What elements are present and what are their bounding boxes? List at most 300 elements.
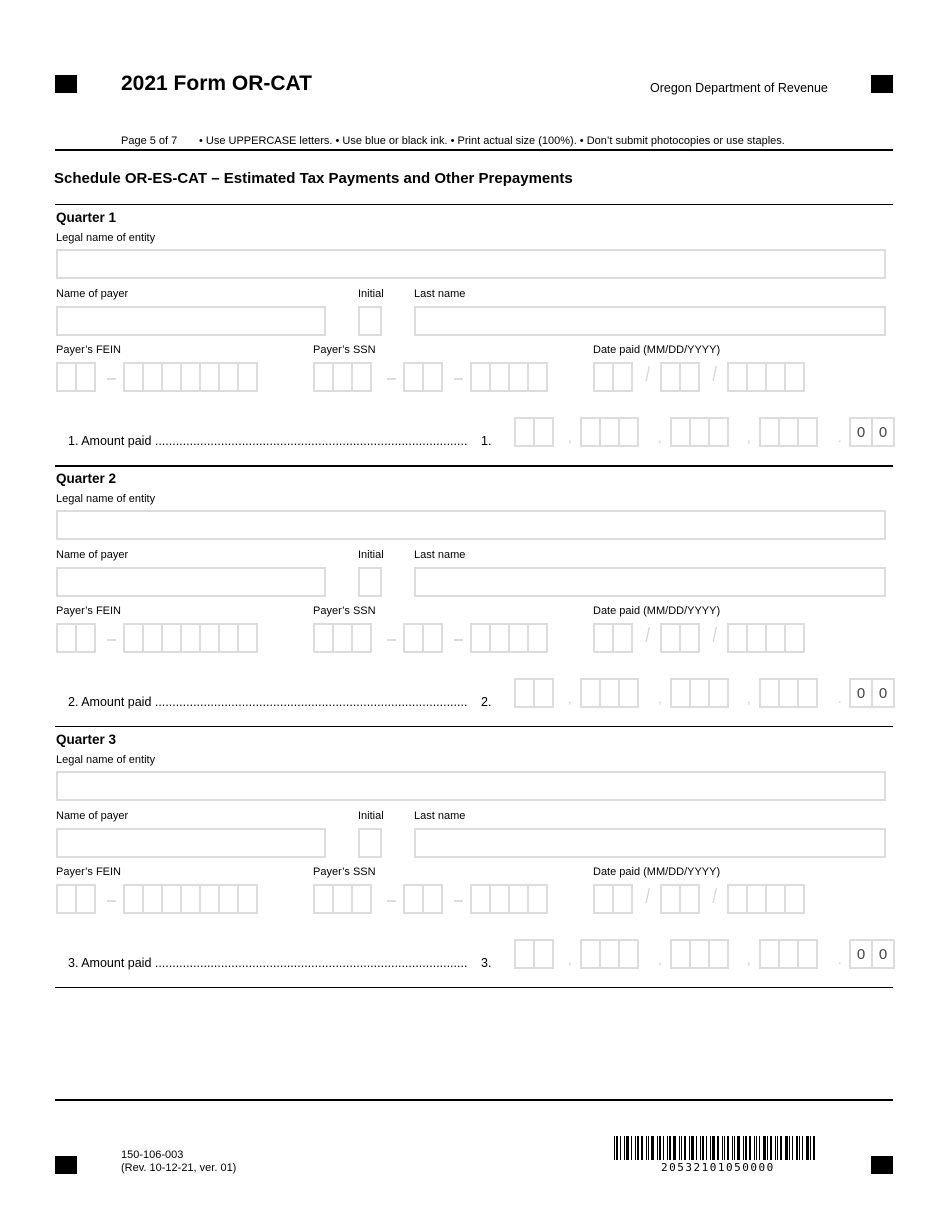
digit-cell[interactable]: [123, 362, 144, 392]
digit-cell[interactable]: [142, 362, 163, 392]
barcode-bar: [651, 1136, 654, 1160]
digit-cell[interactable]: [142, 884, 163, 914]
digit-cell[interactable]: [797, 939, 818, 969]
barcode-bar: [743, 1136, 744, 1160]
barcode-bar: [700, 1136, 701, 1160]
digit-cell[interactable]: [56, 884, 77, 914]
digit-cell[interactable]: [778, 417, 799, 447]
barcode-bar: [789, 1136, 790, 1160]
ssn-group-cells[interactable]: [403, 362, 441, 392]
payer-name-label: Name of payer: [56, 810, 129, 822]
digit-cell[interactable]: [759, 417, 780, 447]
fein-label: Payer’s FEIN: [56, 866, 122, 878]
digit-cell[interactable]: [746, 884, 767, 914]
quarter-divider: [55, 726, 893, 727]
cents-digit: 0: [871, 678, 895, 708]
digit-cell[interactable]: [161, 362, 182, 392]
form-title: 2021 Form OR-CAT: [121, 72, 312, 95]
digit-cell[interactable]: [660, 362, 681, 392]
last-name-label: Last name: [414, 549, 466, 561]
digit-cell[interactable]: [332, 884, 353, 914]
quarter-divider: [55, 987, 893, 988]
digit-cell[interactable]: [759, 678, 780, 708]
barcode-bar: [641, 1136, 643, 1160]
legal-name-label: Legal name of entity: [56, 493, 156, 505]
digit-cell[interactable]: [180, 623, 201, 653]
ssn-serial-cells[interactable]: [470, 884, 546, 914]
legal-name-input[interactable]: [56, 510, 886, 540]
cents-cells: [849, 939, 893, 969]
digit-cell[interactable]: [403, 884, 424, 914]
digit-cell[interactable]: [422, 884, 443, 914]
digit-cell[interactable]: [75, 362, 96, 392]
legal-name-label: Legal name of entity: [56, 232, 156, 244]
digit-cell[interactable]: [199, 884, 220, 914]
digit-cell[interactable]: [660, 623, 681, 653]
line-number: 2.: [481, 695, 492, 709]
barcode-bar: [780, 1136, 782, 1160]
digit-cell[interactable]: [618, 678, 639, 708]
barcode-bar: [756, 1136, 757, 1160]
digit-cell[interactable]: [689, 939, 710, 969]
ssn-area-cells[interactable]: [313, 623, 370, 653]
date-year-cells[interactable]: [727, 884, 803, 914]
digit-cell[interactable]: [797, 417, 818, 447]
thousands-separator: ,: [658, 691, 662, 706]
digit-cell[interactable]: [660, 884, 681, 914]
barcode-bar: [673, 1136, 676, 1160]
amount-cells[interactable]: [514, 939, 552, 969]
digit-cell[interactable]: [313, 362, 334, 392]
digit-cell[interactable]: [527, 362, 548, 392]
amount-paid-label: 3. Amount paid ..........................................................................................: [68, 956, 468, 970]
date-slash: /: [712, 364, 718, 386]
digit-cell[interactable]: [797, 678, 818, 708]
fein-label: Payer’s FEIN: [56, 344, 122, 356]
barcode-bar: [620, 1136, 621, 1160]
registration-mark-top-right: [871, 75, 893, 93]
digit-cell[interactable]: [612, 884, 633, 914]
digit-cell[interactable]: [237, 623, 258, 653]
barcode-bar: [648, 1136, 649, 1160]
fein-prefix-cells[interactable]: [56, 884, 94, 914]
digit-cell[interactable]: [313, 623, 334, 653]
barcode-bar: [631, 1136, 632, 1160]
fein-suffix-cells[interactable]: [123, 362, 256, 392]
barcode-bar: [710, 1136, 711, 1160]
barcode-bar: [777, 1136, 778, 1160]
initial-label: Initial: [358, 549, 384, 561]
digit-cell[interactable]: [612, 623, 633, 653]
registration-mark-top-left: [55, 75, 77, 93]
amount-cells[interactable]: [670, 417, 727, 447]
digit-cell[interactable]: [593, 884, 614, 914]
barcode-bar: [770, 1136, 772, 1160]
digit-cell[interactable]: [670, 678, 691, 708]
barcode-bar: [775, 1136, 776, 1160]
barcode-bar: [679, 1136, 680, 1160]
digit-cell[interactable]: [351, 623, 372, 653]
barcode-bar: [657, 1136, 658, 1160]
digit-cell[interactable]: [533, 939, 554, 969]
cents-digit: 0: [849, 939, 873, 969]
payer-initial-input[interactable]: [358, 567, 382, 597]
digit-cell[interactable]: [514, 678, 535, 708]
payer-first-name-input[interactable]: [56, 828, 326, 858]
digit-cell[interactable]: [199, 362, 220, 392]
amount-cells[interactable]: [580, 939, 637, 969]
barcode-bar: [792, 1136, 793, 1160]
barcode-bar: [813, 1136, 815, 1160]
digit-cell[interactable]: [727, 884, 748, 914]
barcode-bar: [712, 1136, 715, 1160]
digit-cell[interactable]: [123, 623, 144, 653]
barcode-bar: [734, 1136, 735, 1160]
barcode-bar: [745, 1136, 747, 1160]
barcode: [614, 1136, 818, 1160]
digit-cell[interactable]: [56, 362, 77, 392]
schedule-divider: [55, 204, 893, 205]
amount-cells[interactable]: [580, 678, 637, 708]
cents-cells: [849, 678, 893, 708]
digit-cell[interactable]: [727, 623, 748, 653]
barcode-bar: [626, 1136, 629, 1160]
line-number: 3.: [481, 956, 492, 970]
payer-first-name-input[interactable]: [56, 567, 326, 597]
digit-cell[interactable]: [784, 623, 805, 653]
digit-cell[interactable]: [351, 884, 372, 914]
digit-cell[interactable]: [180, 362, 201, 392]
digit-cell[interactable]: [332, 362, 353, 392]
ssn-dash: [454, 378, 463, 380]
barcode-bar: [799, 1136, 800, 1160]
date-slash: /: [645, 886, 651, 908]
form-revision: (Rev. 10-12-21, ver. 01): [121, 1162, 237, 1174]
initial-label: Initial: [358, 288, 384, 300]
date-month-cells[interactable]: [593, 362, 631, 392]
thousands-separator: ,: [747, 430, 751, 445]
legal-name-label: Legal name of entity: [56, 754, 156, 766]
digit-cell[interactable]: [514, 939, 535, 969]
digit-cell[interactable]: [470, 362, 491, 392]
digit-cell[interactable]: [746, 362, 767, 392]
header-divider: [55, 149, 893, 151]
digit-cell[interactable]: [784, 884, 805, 914]
digit-cell[interactable]: [403, 623, 424, 653]
barcode-bar: [722, 1136, 723, 1160]
ssn-dash: [387, 378, 396, 380]
barcode-bar: [724, 1136, 725, 1160]
digit-cell[interactable]: [422, 362, 443, 392]
barcode-bar: [681, 1136, 682, 1160]
digit-cell[interactable]: [679, 623, 700, 653]
digit-cell[interactable]: [784, 362, 805, 392]
date-slash: /: [712, 886, 718, 908]
barcode-bar: [663, 1136, 664, 1160]
digit-cell[interactable]: [180, 884, 201, 914]
barcode-bar: [684, 1136, 686, 1160]
barcode-bar: [717, 1136, 719, 1160]
digit-cell[interactable]: [765, 623, 786, 653]
payer-initial-input[interactable]: [358, 306, 382, 336]
thousands-separator: ,: [658, 430, 662, 445]
line-number: 1.: [481, 434, 492, 448]
date-day-cells[interactable]: [660, 362, 698, 392]
barcode-bar: [689, 1136, 690, 1160]
thousands-separator: ,: [747, 691, 751, 706]
digit-cell[interactable]: [679, 362, 700, 392]
cents-digit: 0: [871, 417, 895, 447]
amount-cells[interactable]: [670, 939, 727, 969]
barcode-bar: [691, 1136, 694, 1160]
schedule-title: Schedule OR-ES-CAT – Estimated Tax Payments and Other Prepayments: [54, 170, 573, 187]
cents-digit: 0: [849, 678, 873, 708]
digit-cell[interactable]: [489, 623, 510, 653]
initial-label: Initial: [358, 810, 384, 822]
barcode-bar: [802, 1136, 803, 1160]
digit-cell[interactable]: [332, 623, 353, 653]
amount-cells[interactable]: [580, 417, 637, 447]
date-month-cells[interactable]: [593, 884, 631, 914]
date-slash: /: [645, 364, 651, 386]
ssn-dash: [454, 900, 463, 902]
payer-last-name-input[interactable]: [414, 306, 886, 336]
digit-cell[interactable]: [689, 678, 710, 708]
digit-cell[interactable]: [351, 362, 372, 392]
barcode-bar: [727, 1136, 729, 1160]
digit-cell[interactable]: [123, 884, 144, 914]
digit-cell[interactable]: [161, 623, 182, 653]
digit-cell[interactable]: [599, 678, 620, 708]
last-name-label: Last name: [414, 288, 466, 300]
barcode-bar: [659, 1136, 661, 1160]
barcode-bar: [667, 1136, 668, 1160]
barcode-bar: [767, 1136, 768, 1160]
quarter-title: Quarter 1: [56, 210, 117, 225]
amount-paid-label: 1. Amount paid ..........................................................................................: [68, 434, 468, 448]
thousands-separator: ,: [658, 952, 662, 967]
barcode-bar: [706, 1136, 707, 1160]
digit-cell[interactable]: [218, 362, 239, 392]
barcode-bar: [759, 1136, 760, 1160]
ssn-area-cells[interactable]: [313, 362, 370, 392]
last-name-label: Last name: [414, 810, 466, 822]
digit-cell[interactable]: [470, 623, 491, 653]
ssn-serial-cells[interactable]: [470, 362, 546, 392]
ssn-dash: [387, 639, 396, 641]
registration-mark-bottom-left: [55, 1156, 77, 1174]
amount-cells[interactable]: [670, 678, 727, 708]
ssn-dash: [454, 639, 463, 641]
fein-dash: [107, 639, 116, 641]
barcode-bar: [754, 1136, 755, 1160]
date-year-cells[interactable]: [727, 623, 803, 653]
fein-prefix-cells[interactable]: [56, 362, 94, 392]
barcode-bar: [637, 1136, 639, 1160]
payer-name-label: Name of payer: [56, 549, 129, 561]
date-slash: /: [712, 625, 718, 647]
barcode-bar: [732, 1136, 733, 1160]
digit-cell[interactable]: [708, 678, 729, 708]
digit-cell[interactable]: [508, 362, 529, 392]
amount-paid-label: 2. Amount paid ..........................................................................................: [68, 695, 468, 709]
barcode-bar: [785, 1136, 788, 1160]
digit-cell[interactable]: [580, 417, 601, 447]
digit-cell[interactable]: [142, 623, 163, 653]
digit-cell[interactable]: [56, 623, 77, 653]
digit-cell[interactable]: [489, 884, 510, 914]
digit-cell[interactable]: [514, 417, 535, 447]
barcode-bar: [616, 1136, 618, 1160]
digit-cell[interactable]: [759, 939, 780, 969]
amount-cells[interactable]: [514, 417, 552, 447]
digit-cell[interactable]: [403, 362, 424, 392]
digit-cell[interactable]: [670, 939, 691, 969]
date-day-cells[interactable]: [660, 884, 698, 914]
barcode-bar: [737, 1136, 740, 1160]
digit-cell[interactable]: [161, 884, 182, 914]
amount-cells[interactable]: [759, 417, 816, 447]
digit-cell[interactable]: [765, 884, 786, 914]
payer-name-label: Name of payer: [56, 288, 129, 300]
digit-cell[interactable]: [679, 884, 700, 914]
cents-cells: [849, 417, 893, 447]
digit-cell[interactable]: [765, 362, 786, 392]
ssn-label: Payer’s SSN: [313, 605, 376, 617]
digit-cell[interactable]: [618, 417, 639, 447]
amount-cells[interactable]: [759, 939, 816, 969]
barcode-number: 20532101050000: [661, 1161, 775, 1174]
digit-cell[interactable]: [746, 623, 767, 653]
payer-last-name-input[interactable]: [414, 828, 886, 858]
date-day-cells[interactable]: [660, 623, 698, 653]
payer-first-name-input[interactable]: [56, 306, 326, 336]
decimal-point: .: [838, 691, 842, 706]
fein-suffix-cells[interactable]: [123, 884, 256, 914]
barcode-bar: [810, 1136, 811, 1160]
digit-cell[interactable]: [618, 939, 639, 969]
digit-cell[interactable]: [422, 623, 443, 653]
fein-dash: [107, 378, 116, 380]
digit-cell[interactable]: [599, 417, 620, 447]
digit-cell[interactable]: [533, 678, 554, 708]
digit-cell[interactable]: [708, 939, 729, 969]
barcode-bar: [646, 1136, 647, 1160]
form-instructions: • Use UPPERCASE letters. • Use blue or black ink. • Print actual size (100%). • Don’t submit photocopies or use staples.: [199, 135, 785, 147]
fein-dash: [107, 900, 116, 902]
ssn-serial-cells[interactable]: [470, 623, 546, 653]
ssn-label: Payer’s SSN: [313, 344, 376, 356]
barcode-bar: [749, 1136, 751, 1160]
footer-divider: [55, 1099, 893, 1101]
decimal-point: .: [838, 430, 842, 445]
digit-cell[interactable]: [778, 939, 799, 969]
fein-suffix-cells[interactable]: [123, 623, 256, 653]
ssn-group-cells[interactable]: [403, 623, 441, 653]
digit-cell[interactable]: [218, 884, 239, 914]
digit-cell[interactable]: [580, 678, 601, 708]
date-paid-label: Date paid (MM/DD/YYYY): [593, 344, 721, 356]
thousands-separator: ,: [568, 691, 572, 706]
barcode-bar: [669, 1136, 671, 1160]
digit-cell[interactable]: [218, 623, 239, 653]
form-number: 150-106-003: [121, 1149, 184, 1161]
ssn-dash: [387, 900, 396, 902]
digit-cell[interactable]: [533, 417, 554, 447]
digit-cell[interactable]: [727, 362, 748, 392]
digit-cell[interactable]: [778, 678, 799, 708]
agency-name: Oregon Department of Revenue: [650, 81, 828, 95]
digit-cell[interactable]: [689, 417, 710, 447]
date-month-cells[interactable]: [593, 623, 631, 653]
digit-cell[interactable]: [580, 939, 601, 969]
digit-cell[interactable]: [708, 417, 729, 447]
payer-last-name-input[interactable]: [414, 567, 886, 597]
digit-cell[interactable]: [199, 623, 220, 653]
digit-cell[interactable]: [527, 623, 548, 653]
digit-cell[interactable]: [612, 362, 633, 392]
digit-cell[interactable]: [237, 362, 258, 392]
thousands-separator: ,: [568, 952, 572, 967]
barcode-bar: [635, 1136, 636, 1160]
legal-name-input[interactable]: [56, 249, 886, 279]
decimal-point: .: [838, 952, 842, 967]
digit-cell[interactable]: [599, 939, 620, 969]
ssn-label: Payer’s SSN: [313, 866, 376, 878]
ssn-area-cells[interactable]: [313, 884, 370, 914]
digit-cell[interactable]: [470, 884, 491, 914]
digit-cell[interactable]: [237, 884, 258, 914]
cents-digit: 0: [871, 939, 895, 969]
digit-cell[interactable]: [313, 884, 334, 914]
digit-cell[interactable]: [527, 884, 548, 914]
fein-label: Payer’s FEIN: [56, 605, 122, 617]
date-slash: /: [645, 625, 651, 647]
digit-cell[interactable]: [75, 623, 96, 653]
date-paid-label: Date paid (MM/DD/YYYY): [593, 866, 721, 878]
amount-cells[interactable]: [514, 678, 552, 708]
barcode-bar: [614, 1136, 615, 1160]
registration-mark-bottom-right: [871, 1156, 893, 1174]
amount-cells[interactable]: [759, 678, 816, 708]
digit-cell[interactable]: [593, 362, 614, 392]
ssn-group-cells[interactable]: [403, 884, 441, 914]
payer-initial-input[interactable]: [358, 828, 382, 858]
digit-cell[interactable]: [75, 884, 96, 914]
digit-cell[interactable]: [508, 884, 529, 914]
digit-cell[interactable]: [593, 623, 614, 653]
date-year-cells[interactable]: [727, 362, 803, 392]
digit-cell[interactable]: [670, 417, 691, 447]
quarter-title: Quarter 2: [56, 471, 117, 486]
barcode-bar: [624, 1136, 625, 1160]
barcode-bar: [702, 1136, 704, 1160]
digit-cell[interactable]: [489, 362, 510, 392]
page-info: Page 5 of 7: [121, 135, 178, 147]
barcode-bar: [763, 1136, 766, 1160]
cents-digit: 0: [849, 417, 873, 447]
quarter-divider: [55, 465, 893, 467]
fein-prefix-cells[interactable]: [56, 623, 94, 653]
legal-name-input[interactable]: [56, 771, 886, 801]
thousands-separator: ,: [747, 952, 751, 967]
date-paid-label: Date paid (MM/DD/YYYY): [593, 605, 721, 617]
barcode-bar: [696, 1136, 697, 1160]
thousands-separator: ,: [568, 430, 572, 445]
quarter-title: Quarter 3: [56, 732, 117, 747]
barcode-bar: [796, 1136, 798, 1160]
digit-cell[interactable]: [508, 623, 529, 653]
